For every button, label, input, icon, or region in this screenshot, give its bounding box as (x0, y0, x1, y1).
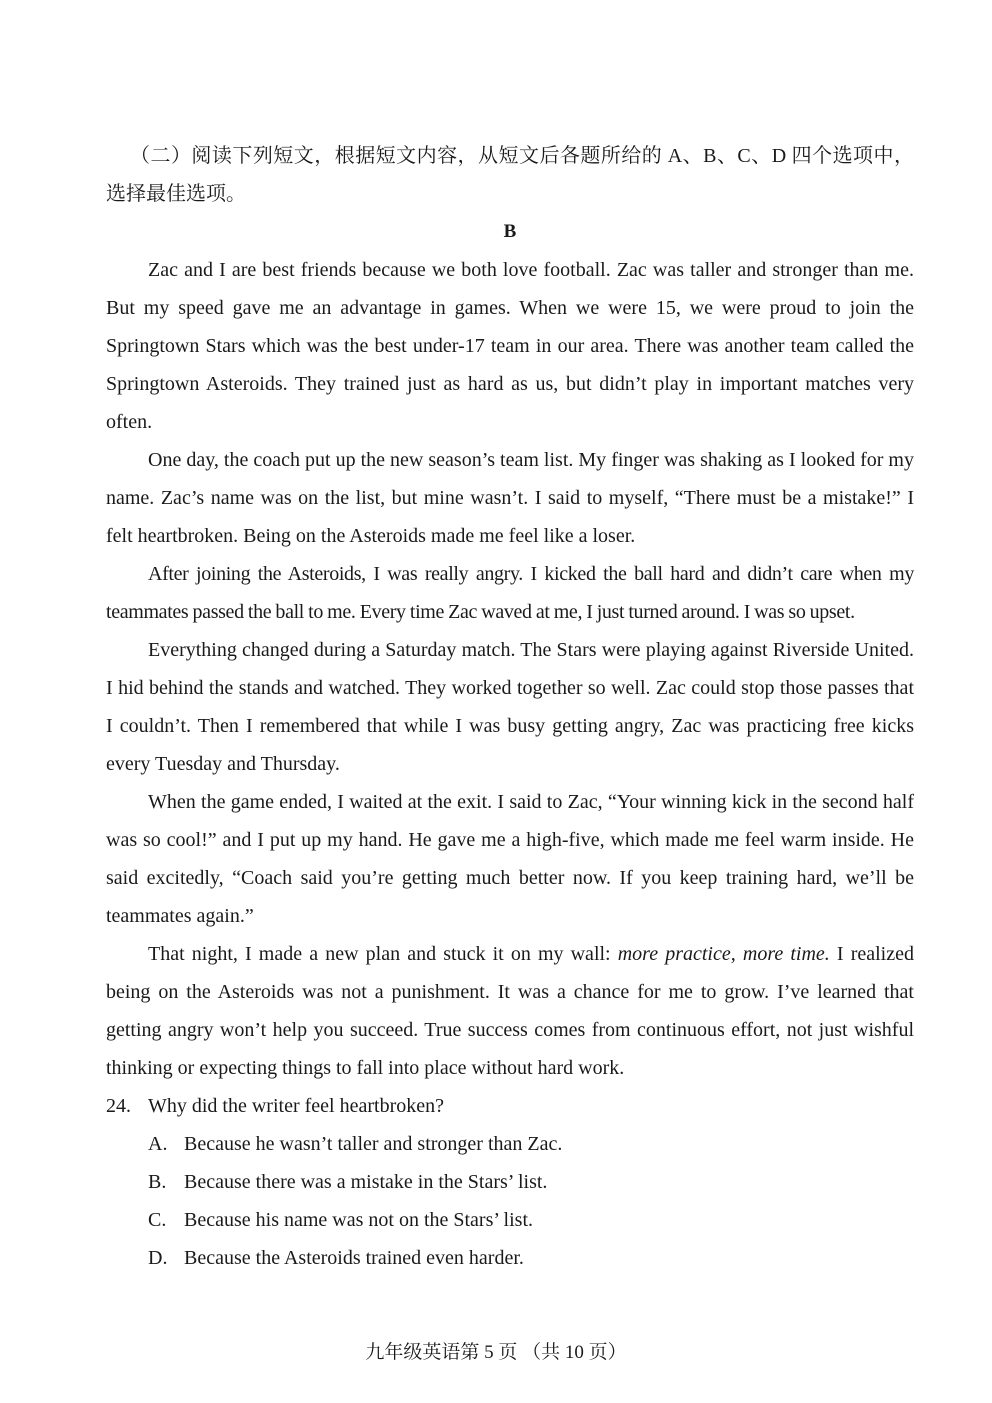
exam-page (106, 137, 914, 1277)
page-footer: 九年级英语第 5 页 （共 10 页） (365, 1342, 627, 1363)
question-number: 24. (106, 1095, 131, 1117)
option-letter: C. (148, 1209, 167, 1231)
option-letter: D. (148, 1247, 168, 1269)
passage-paragraph-4: Everything changed during a Saturday match. The Stars were playing against Riverside United. I hid behind the stands and watched. They worked together so well. Zac could stop those passes that I couldn’t. Then I remembered that while I was busy getting angry, Zac was practicing free kicks every Tuesday and Thursday. (106, 639, 914, 775)
passage-paragraph-3: After joining the Asteroids, I was really angry. I kicked the ball hard and didn’t care when my teammates passed the ball to me. Every time Zac waved at me, I just turned around. I was so upset. (106, 563, 914, 623)
option-letter: B. (148, 1171, 167, 1193)
question-text: Why did the writer feel heartbroken? (148, 1095, 444, 1117)
option-d[interactable] (106, 1239, 914, 1277)
p6-text-after: I realized being on the Asteroids was not a punishment. It was a chance for me to grow. I’ve learned that getting angry won’t help you succeed. True success comes from continuous effort, not just wishful thinking or expecting things to fall into place without hard work. (106, 943, 914, 1079)
passage-paragraph-2: One day, the coach put up the new season’s team list. My finger was shaking as I looked for my name. Zac’s name was on the list, but mine wasn’t. I said to myself, “There must be a mistake!” I felt heartbroken. Being on the Asteroids made me feel like a loser. (106, 449, 914, 547)
option-text: Because there was a mistake in the Stars’ list. (184, 1171, 548, 1193)
option-a[interactable] (106, 1125, 914, 1163)
option-text: Because the Asteroids trained even harder. (184, 1247, 524, 1269)
question-stem (106, 1087, 914, 1125)
passage-paragraph-5: When the game ended, I waited at the exit. I said to Zac, “Your winning kick in the second half was so cool!” and I put up my hand. He gave me a high-five, which made me feel warm inside. He said excitedly, “Coach said you’re getting much better now. If you keep training hard, we’ll be teammates again.” (106, 791, 914, 927)
option-text: Because his name was not on the Stars’ list. (184, 1209, 534, 1231)
question-24 (106, 1087, 914, 1277)
p6-text-before: That night, I made a new plan and stuck it on my wall: (148, 943, 618, 965)
reading-passage (106, 251, 914, 1087)
passage-paragraph-6 (106, 935, 914, 1087)
passage-paragraph-1: Zac and I are best friends because we both love football. Zac was taller and stronger than me. But my speed gave me an advantage in games. When we were 15, we were proud to join the Springtown Stars which was the best under-17 team in our area. There was another team called the Springtown Asteroids. They trained just as hard as us, but didn’t play in important matches very often. (106, 259, 914, 433)
option-c[interactable] (106, 1201, 914, 1239)
option-b[interactable] (106, 1163, 914, 1201)
passage-letter: B (503, 221, 517, 242)
section-instruction: （二）阅读下列短文，根据短文内容，从短文后各题所给的 A、B、C、D 四个选项中，选择最佳选项。 (106, 145, 914, 205)
option-text: Because he wasn’t taller and stronger than Zac. (184, 1133, 563, 1155)
p6-italic-plan: more practice, more time. (617, 943, 830, 965)
option-letter: A. (148, 1133, 168, 1155)
